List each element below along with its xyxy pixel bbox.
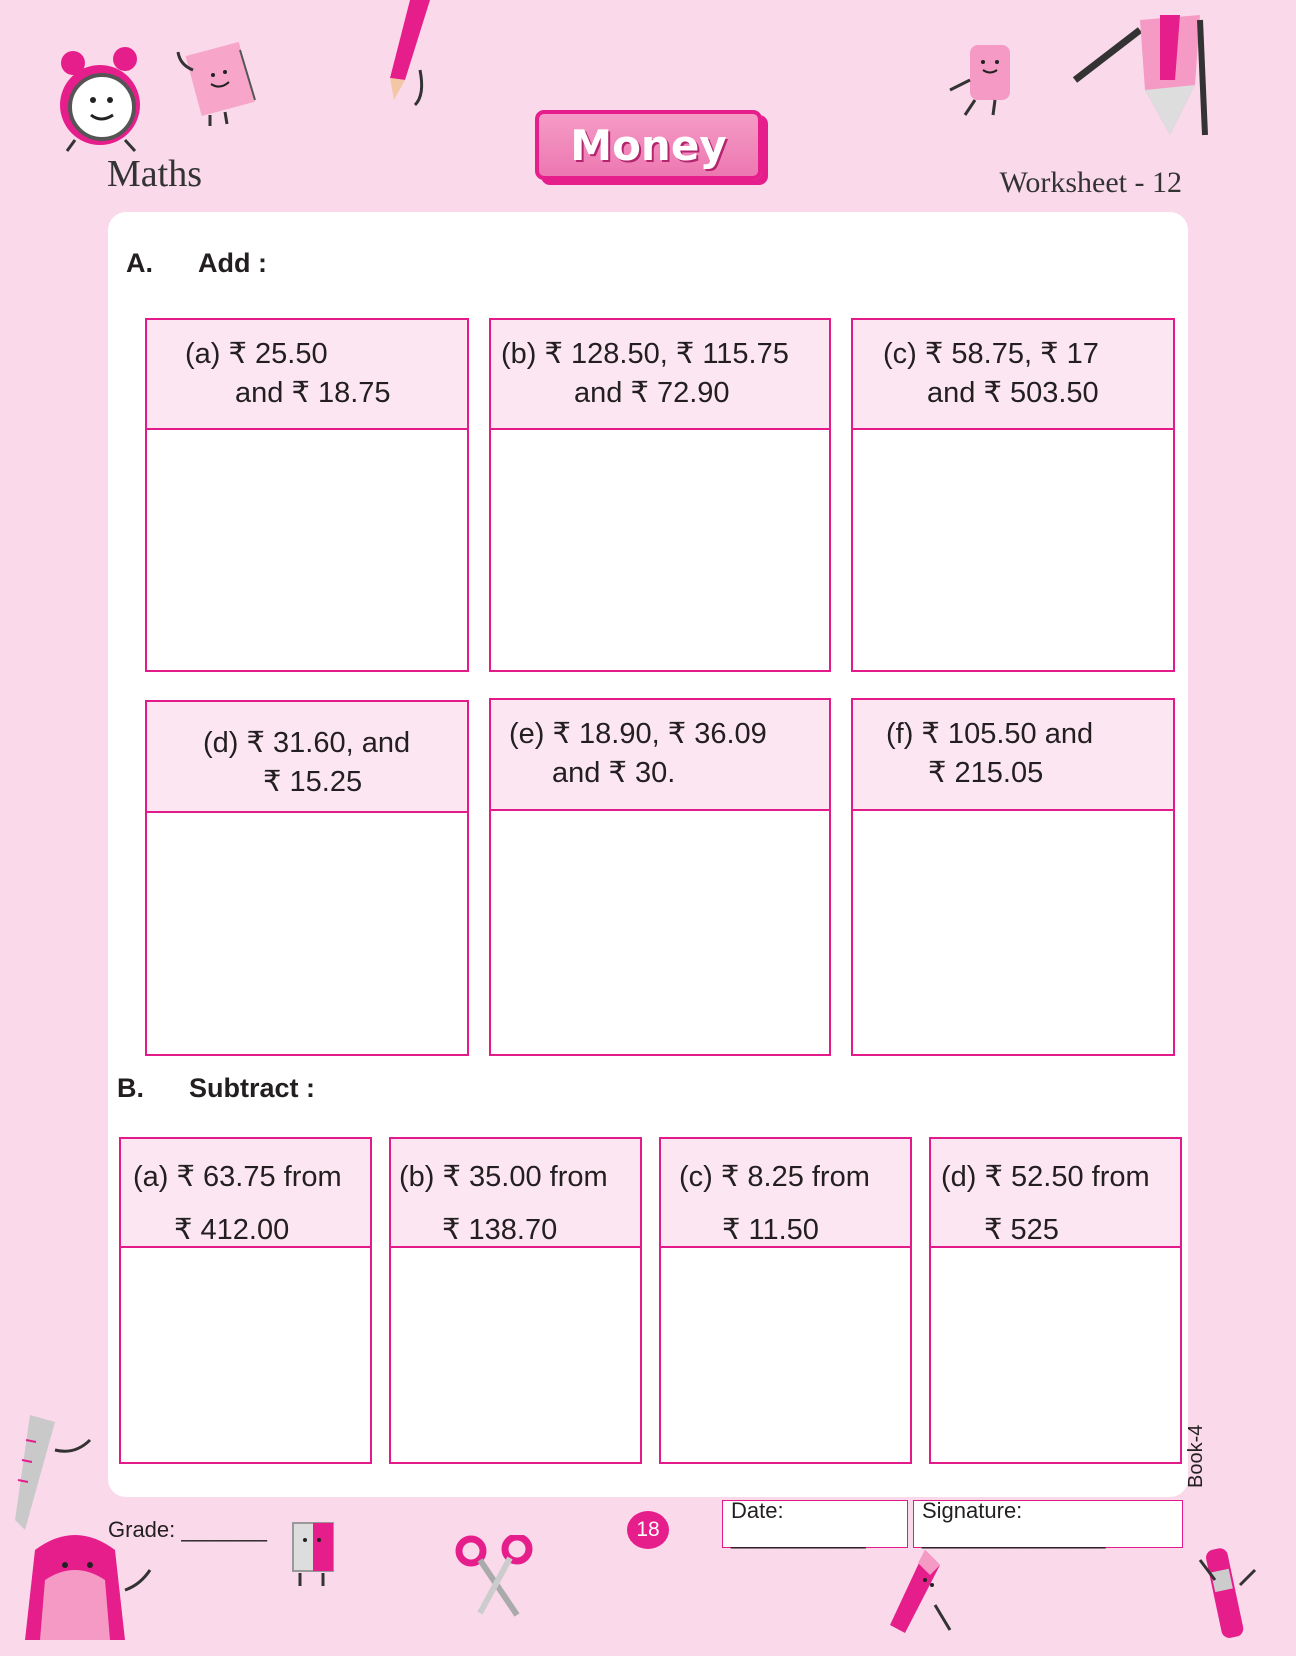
page-number-badge: 18 xyxy=(627,1511,669,1549)
problem-line-1: (d) ₹ 52.50 from xyxy=(941,1161,1150,1193)
problem-line-2: ₹ 525 xyxy=(984,1214,1059,1246)
problem-line-1: (c) ₹ 8.25 from xyxy=(679,1161,870,1193)
problem-line-2: ₹ 15.25 xyxy=(263,766,363,798)
add-problem-a xyxy=(145,318,469,672)
pencil-compass-icon xyxy=(1070,10,1220,140)
subtract-problem-b xyxy=(389,1137,642,1464)
alarm-clock-icon xyxy=(55,45,150,155)
problem-line-1: (b) ₹ 35.00 from xyxy=(399,1161,608,1193)
problem-header xyxy=(491,700,829,811)
eraser-icon xyxy=(945,40,1025,120)
problem-header xyxy=(491,320,829,430)
problem-header xyxy=(931,1139,1180,1248)
add-problem-f xyxy=(851,698,1175,1056)
worksheet-title: Money xyxy=(570,120,727,170)
problem-line-2: ₹ 412.00 xyxy=(174,1214,290,1246)
crayon-icon xyxy=(880,1545,960,1635)
problem-line-1: (d) ₹ 31.60, and xyxy=(203,727,411,759)
problem-line-1: (a) ₹ 63.75 from xyxy=(133,1161,342,1193)
problem-line-2: and ₹ 30. xyxy=(552,757,676,789)
add-problem-e xyxy=(489,698,831,1056)
notepad-icon xyxy=(175,40,265,130)
worksheet-title-banner xyxy=(535,110,762,180)
problem-line-2: and ₹ 72.90 xyxy=(574,377,730,409)
problem-header xyxy=(121,1139,370,1248)
problem-line-2: and ₹ 18.75 xyxy=(235,377,391,409)
grade-field[interactable]: Grade: _______ xyxy=(108,1517,268,1542)
problem-line-1: (c) ₹ 58.75, ₹ 17 xyxy=(883,338,1099,370)
problem-header xyxy=(147,702,467,813)
subtract-problem-d xyxy=(929,1137,1182,1464)
subject-label: Maths xyxy=(107,153,202,195)
problem-header xyxy=(391,1139,640,1248)
subtract-problem-a xyxy=(119,1137,372,1464)
section-a-letter: A. xyxy=(126,248,153,278)
problem-header xyxy=(853,700,1173,811)
sharpener-icon xyxy=(285,1518,345,1588)
book-label: Book-4 xyxy=(1185,1424,1207,1488)
problem-line-2: ₹ 11.50 xyxy=(722,1214,819,1246)
problem-line-1: (a) ₹ 25.50 xyxy=(185,338,328,370)
problem-line-1: (e) ₹ 18.90, ₹ 36.09 xyxy=(509,718,767,750)
scissors-icon xyxy=(455,1535,535,1620)
add-problem-b xyxy=(489,318,831,672)
ruler-icon xyxy=(10,1410,95,1535)
signature-field[interactable]: Signature: _______________ xyxy=(913,1500,1183,1548)
add-problem-c xyxy=(851,318,1175,672)
pencil-icon xyxy=(380,0,440,110)
problem-line-1: (f) ₹ 105.50 and xyxy=(886,718,1094,750)
problem-line-1: (b) ₹ 128.50, ₹ 115.75 xyxy=(501,338,789,370)
worksheet-number: Worksheet - 12 xyxy=(999,166,1182,199)
problem-line-2: ₹ 138.70 xyxy=(442,1214,558,1246)
problem-header xyxy=(147,320,467,430)
problem-line-2: and ₹ 503.50 xyxy=(927,377,1099,409)
problem-header xyxy=(853,320,1173,430)
problem-header xyxy=(661,1139,910,1248)
section-b-letter: B. xyxy=(117,1073,144,1103)
pen-icon xyxy=(1195,1540,1265,1650)
subtract-problem-c xyxy=(659,1137,912,1464)
add-problem-d xyxy=(145,700,469,1056)
problem-line-2: ₹ 215.05 xyxy=(928,757,1044,789)
section-a-heading: Add : xyxy=(198,248,267,278)
date-field[interactable]: Date: ___________ xyxy=(722,1500,908,1548)
section-b-heading: Subtract : xyxy=(189,1073,316,1103)
